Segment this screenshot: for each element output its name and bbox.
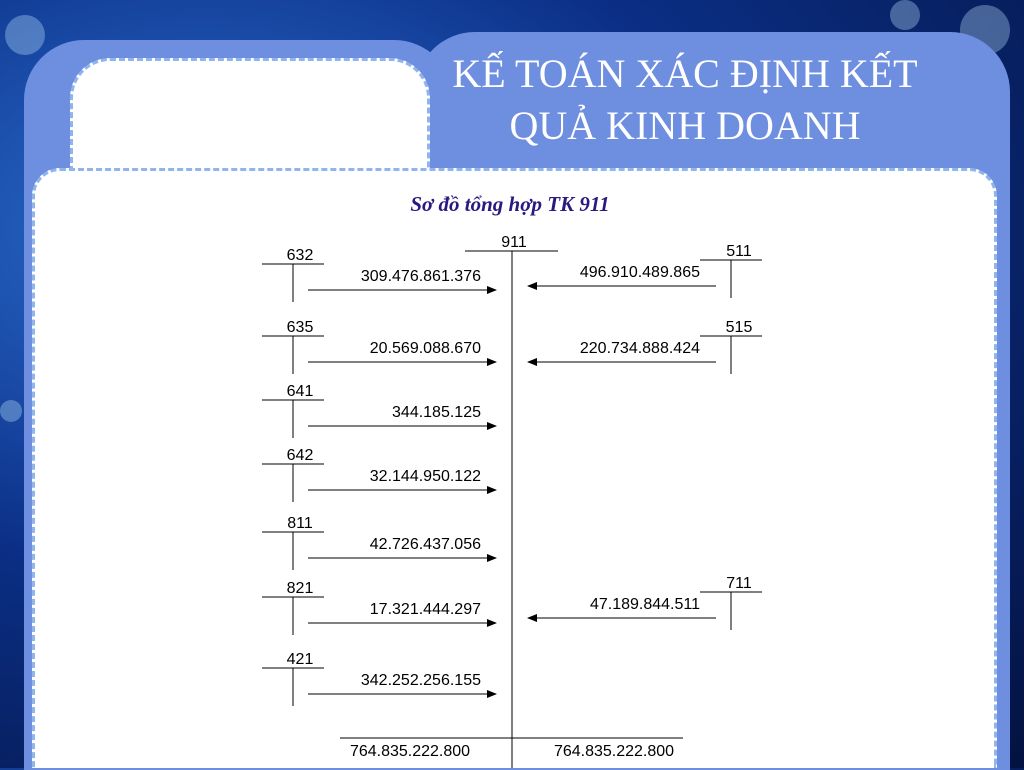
right-account-label: 511 <box>726 243 752 260</box>
right-entry-amount: 496.910.489.865 <box>579 264 700 281</box>
right-entry-amount: 47.189.844.511 <box>589 596 700 613</box>
left-account-label: 641 <box>286 383 314 400</box>
left-account-label: 811 <box>287 515 313 532</box>
left-entry-amount: 309.476.861.376 <box>360 268 481 285</box>
total-left: 764.835.222.800 <box>349 743 471 760</box>
left-entry-amount: 42.726.437.056 <box>369 536 481 553</box>
left-account-label: 642 <box>286 447 314 464</box>
left-entry-amount: 342.252.256.155 <box>360 672 481 689</box>
left-entry-amount: 20.569.088.670 <box>369 340 481 357</box>
total-right: 764.835.222.800 <box>553 743 675 760</box>
left-account-label: 421 <box>286 651 314 668</box>
left-account-label: 632 <box>286 247 314 264</box>
right-account-label: 711 <box>726 575 752 592</box>
left-entry-amount: 32.144.950.122 <box>369 468 481 485</box>
right-entry-amount: 220.734.888.424 <box>579 340 700 357</box>
diagram-subtitle: Sơ đồ tổng hợp TK 911 <box>410 192 610 216</box>
left-entry-amount: 17.321.444.297 <box>369 601 481 618</box>
left-account-label: 821 <box>286 580 314 597</box>
right-account-label: 515 <box>725 319 753 336</box>
left-entry-amount: 344.185.125 <box>392 404 481 421</box>
center-account-label: 911 <box>501 234 527 251</box>
left-account-label: 635 <box>286 319 314 336</box>
slide-title: KẾ TOÁN XÁC ĐỊNH KẾT QUẢ KINH DOANH <box>452 51 918 148</box>
